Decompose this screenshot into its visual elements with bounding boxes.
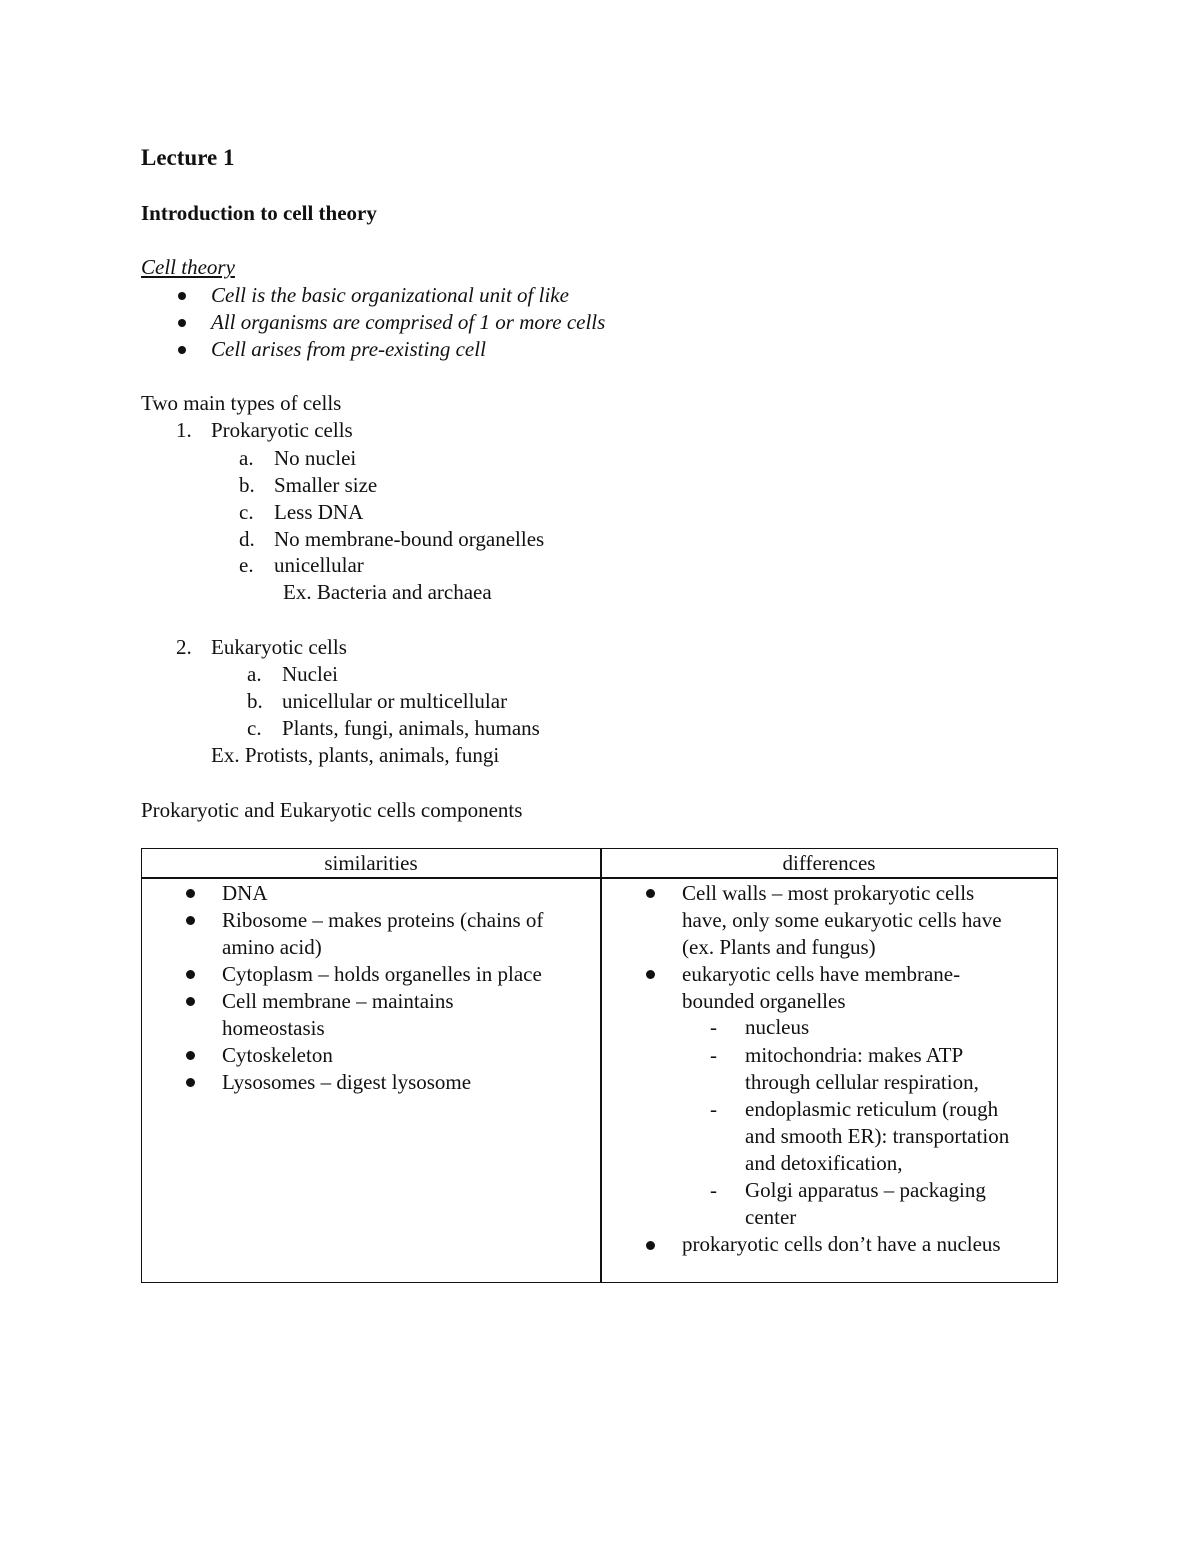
bullet-icon <box>646 970 655 979</box>
dash-marker: - <box>710 1043 717 1067</box>
list-marker: a. <box>239 446 254 470</box>
list-marker: 1. <box>176 418 192 442</box>
components-heading: Prokaryotic and Eukaryotic cells components <box>141 798 523 822</box>
bullet-icon <box>186 889 195 898</box>
similarity-item-continued: amino acid) <box>222 935 322 959</box>
similarity-item: Cell membrane – maintains <box>222 989 454 1013</box>
cell-types-heading: Two main types of cells <box>141 391 342 415</box>
table-header-differences: differences <box>782 851 876 875</box>
similarity-item: Ribosome – makes proteins (chains of <box>222 908 544 932</box>
bullet-icon <box>178 346 186 354</box>
eukaryotic-label: Eukaryotic cells <box>211 635 347 659</box>
organelle-item-continued: through cellular respiration, <box>745 1070 979 1094</box>
organelle-item-continued: center <box>745 1205 797 1229</box>
bullet-icon <box>186 1051 195 1060</box>
list-marker: d. <box>239 527 255 551</box>
table-header-similarities: similarities <box>324 851 418 875</box>
list-marker: e. <box>239 553 254 577</box>
similarity-item: Cytoplasm – holds organelles in place <box>222 962 542 986</box>
list-marker: c. <box>247 716 262 740</box>
prokaryotic-label: Prokaryotic cells <box>211 418 353 442</box>
difference-item: prokaryotic cells don’t have a nucleus <box>682 1232 1001 1256</box>
organelle-item: endoplasmic reticulum (rough <box>745 1097 999 1121</box>
bullet-icon <box>186 1078 195 1087</box>
cell-theory-item: Cell arises from pre-existing cell <box>211 337 486 361</box>
organelle-item-continued: and detoxification, <box>745 1151 903 1175</box>
dash-marker: - <box>710 1015 717 1039</box>
dash-marker: - <box>710 1097 717 1121</box>
organelle-item: nucleus <box>745 1015 810 1039</box>
cell-theory-item: All organisms are comprised of 1 or more cells <box>211 310 606 334</box>
similarity-item: Cytoskeleton <box>222 1043 333 1067</box>
eukaryotic-item: unicellular or multicellular <box>282 689 508 713</box>
similarity-item: Lysosomes – digest lysosome <box>222 1070 472 1094</box>
bullet-icon <box>178 319 186 327</box>
bullet-icon <box>178 292 186 300</box>
prokaryotic-example: Ex. Bacteria and archaea <box>283 580 492 604</box>
bullet-icon <box>186 916 195 925</box>
difference-item: Cell walls – most prokaryotic cells <box>682 881 975 905</box>
lecture-title: Lecture 1 <box>141 145 235 170</box>
bullet-icon <box>646 1241 655 1250</box>
similarity-item: DNA <box>222 881 268 905</box>
organelle-item: Golgi apparatus – packaging <box>745 1178 986 1202</box>
lecture-subtitle: Introduction to cell theory <box>141 201 377 225</box>
list-marker: b. <box>239 473 255 497</box>
prokaryotic-item: No nuclei <box>274 446 357 470</box>
list-marker: 2. <box>176 635 192 659</box>
bullet-icon <box>186 970 195 979</box>
difference-item-continued: have, only some eukaryotic cells have <box>682 908 1002 932</box>
eukaryotic-item: Plants, fungi, animals, humans <box>282 716 540 740</box>
list-marker: c. <box>239 500 254 524</box>
prokaryotic-item: Less DNA <box>274 500 364 524</box>
list-marker: a. <box>247 662 262 686</box>
cell-theory-item: Cell is the basic organizational unit of like <box>211 283 569 307</box>
organelle-item-continued: and smooth ER): transportation <box>745 1124 1010 1148</box>
difference-item-continued: (ex. Plants and fungus) <box>682 935 876 959</box>
eukaryotic-example: Ex. Protists, plants, animals, fungi <box>211 743 500 767</box>
difference-item-continued: bounded organelles <box>682 989 846 1013</box>
cell-theory-heading: Cell theory <box>141 255 235 279</box>
difference-item: eukaryotic cells have membrane- <box>682 962 961 986</box>
prokaryotic-item: Smaller size <box>274 473 378 497</box>
bullet-icon <box>646 889 655 898</box>
prokaryotic-item: No membrane-bound organelles <box>274 527 545 551</box>
dash-marker: - <box>710 1178 717 1202</box>
list-marker: b. <box>247 689 263 713</box>
organelle-item: mitochondria: makes ATP <box>745 1043 964 1067</box>
bullet-icon <box>186 997 195 1006</box>
table-column-divider <box>600 849 602 1282</box>
eukaryotic-item: Nuclei <box>282 662 338 686</box>
prokaryotic-item: unicellular <box>274 553 364 577</box>
similarity-item-continued: homeostasis <box>222 1016 325 1040</box>
